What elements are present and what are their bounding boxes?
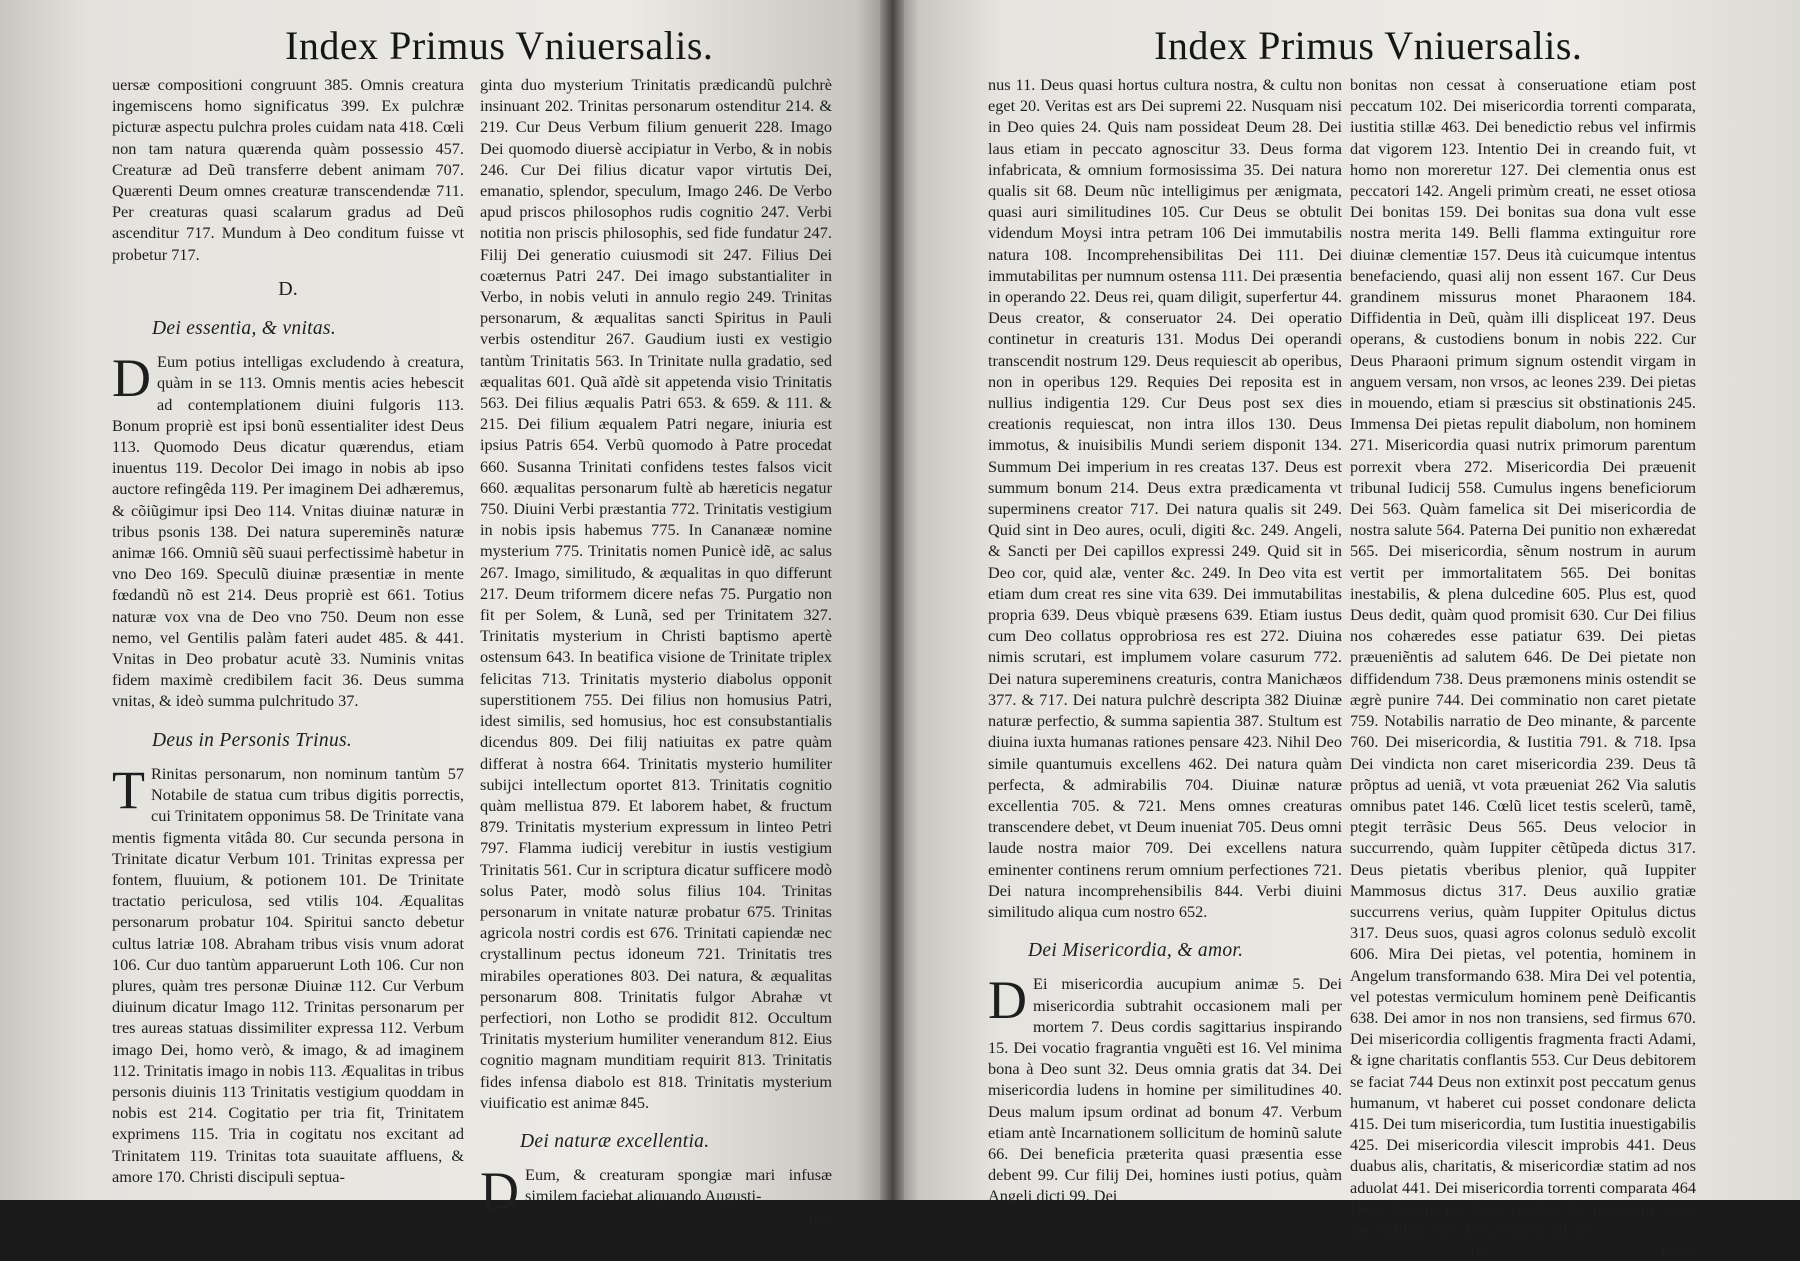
catchword: nus — [809, 1207, 832, 1227]
right-column-1 — [988, 74, 1342, 1207]
index-entries: D Eum potius intelligas excludendo à creatura, quàm in se 113. Omnis mentis acies hebescit ad contemplationem diuini fulgoris 113. Bonum propriè est ipsi bonũ essentialiter idest Deus 113. Quomodo Deus dicatur quærendus, etiam inuentus 119. Decolor Dei imago in nobis ab ipso auctore refingêda 119. Per imaginem Dei adhæremus, & cõiũgimur ipsi Deo 114. Vnitas diuinæ naturæ in tribus psonis 138. Dei natura supereminẽs naturæ animæ 166. Omniũ sẽũ suaui perfectissimè habetur in vno Deo 169. Speculũ diuinæ præsentiæ in mente fœdandũ nõ est 214. Deus propriè est 661. Totius naturæ vox vna de Deo vno 750. Deum non esse nemo, vel Gentilis palàm fateri audet 485. & 441. Vnitas in Deo probatur acutè 33. Numinis vnitas fidem maximè credibilem facit 36. Deus summa vnitas, & ideò summa pulchritudo 37. — [112, 348, 464, 711]
drop-cap: D — [988, 970, 1027, 1031]
right-page — [892, 0, 1800, 1261]
running-head-right: Index Primus Vniuersalis. — [1154, 23, 1583, 68]
section-letter: D. — [278, 277, 298, 300]
book-gutter — [880, 0, 904, 1200]
left-column-1 — [112, 74, 464, 1187]
running-head-left: Index Primus Vniuersalis. — [285, 23, 714, 68]
section-title: Dei essentia, & vnitas. — [152, 318, 336, 340]
drop-cap: D — [480, 1161, 519, 1222]
section-title: Dei Misericordia, & amor. — [1028, 940, 1244, 962]
index-entries: bonitas non cessat à conseruatione etiam post peccatum 102. Dei misericordia torrenti comparata, iustitia stillæ 463. Dei benedictio rebus vel infirmis dat vigorem 123. Intentio Dei in creando fuit, vt homo non moreretur 127. Dei clementia onus est peccatori 142. Angeli primùm creati, ne esset otiosa Dei bonitas 159. Dei bonitas sua dona vult esse nostra merita 149. Belli flamma extinguitur rore diuinæ clementiæ 157. Deus ità cuicumque intentus benefaciendo, quasi alij non essent 167. Cur Deus grandinem missurus monet Pharaonem 184. Diffidentia in Deũ, quàm illi displiceat 197. Deus operans, & custodiens bonum in nobis 222. Cur Deus Pharaoni primum signum ostendit virgam in anguem versam, non vrsos, ac leones 239. Dei pietas in mouendo, etiam si præscius sit obstinationis 245. Immensa Dei pietas repulit diabolum, non hominem 271. Misericordia quasi nutrix primorum parentum porrexit vbera 272. Misericordia Dei præuenit tribunal Iudicij 558. Cumulus ingens beneficiorum Dei 563. Quàm famelica sit Dei misericordia de nostra salute 564. Paterna Dei punitio non exhæredat 565. Dei misericordia, sẽnum nostrum in aurum vertit per immortalitatem 565. Dei bonitas inestabilis, & plena dulcedine 605. Plus est, quod Deus dedit, quàm quod promisit 630. Cur Dei filius nos cohæredes esse patiatur 639. Dei pietas præueniẽntis ad salutem 646. De Dei pietate non diffidendum 738. Deus præmonens minis ostendit se ægrè punire 744. Dei comminatio non caret pietate 759. Notabilis narratio de Deo minante, & parcente 760. Dei misericordia, & Iustitia 791. & 718. Ipsa Dei vindicta non caret misericordia 239. Deus tã prõptus ad ueniã, vt vota præueniat 262 Via salutis omnibus patet 146. Cœlũ licet testis scelerũ, tamẽ, ptegit terrãsic Deus 565. Deus velocior in succurrendo, quàm Iuppiter cẽtũpeda dictus 317. Deus pietatis vberibus plenior, quã Iuppiter Mammosus dictus 317. Deus auxilio gratiæ succurrens verius, quàm Iuppiter Opitulus dictus 317. Deus suos, quasi agros colonus sedulò excolit 606. Mira Dei pietas, vel potentia, hominem in Angelum transformando 638. Mira Dei vel potentia, vel potestas vermiculum hominem penè Deificantis 638. Dei amor in nos non transiens, sed firmus 670. Dei misericordia colligentis fragmenta fracti Adami, & igne charitatis conflantis 553. Cur Deus debitorem se faciat 744 Deus non extinxit post peccatum genus humanum, vt haberet cui posset condonare delicta 415. Dei tum misericordia, tum Iustitia inuestigabilis 425. Dei misericordia vilescit improbis 441. Deus duabus alis, charitatis, & misericordiæ statim ad nos aduolat 441. Dei misericordia torrenti comparata 464 Deus homini tot bona confert ob imaginem suam ipsi inditam 729. Dei pietatem ad im- — [1350, 75, 1696, 1239]
signature-mark: Iiii — [1470, 1241, 1489, 1261]
index-entries: D Ei misericordia aucupium animæ 5. Dei misericordia subtrahit occasionem mali per mortem 7. Deus cordis sagittarius inspirando 15. Dei vocatio fragrantia vnguẽti est 16. Vel minima bona à Deo sunt 32. Deus omnia gratis dat 34. Dei misericordia ludens in homine per similitudines 40. Deus malum ipsum ordinat ad bonum 47. Verbum etiam antè Incarnationem sollicitum de hominũ salute 66. Dei beneficia præterita quasi præsentia esse debent 99. Cur filij Dei, homines iusti potius, quàm Angeli dicti 99. Dei — [988, 970, 1342, 1206]
section-title: Dei naturæ excellentia. — [520, 1130, 710, 1152]
right-column-2 — [1350, 74, 1696, 1261]
left-column-2 — [480, 74, 832, 1228]
index-entries: nus 11. Deus quasi hortus cultura nostra, & cultu non eget 20. Veritas est ars Dei supremi 22. Nusquam nisi in Deo quies 24. Quis nam possideat Deum 28. Dei laus etiam in peccato agnoscitur 33. Deus forma infabricata, & omnium formosissima 35. Dei natura qualis sit 68. Deum nũc intelligimus per ænigmata, quasi auri similitudines 105. Cur Deus se obtulit videndum Moysi intra petram 106 Dei immutabilis natura 108. Incomprehensibilitas Dei 111. Dei immutabilitas per numnum ostensa 111. Dei præsentia in operando 22. Deus rei, quam diligit, superfertur 44. Deus creator, & conseruator 24. Dei operatio continetur in creaturis 131. Modus Dei operandi transcendit nostrum 129. Deus requiescit ab operibus, non in operibus 129. Requies Dei reposita est in nullius indigentia 129. Cur Deus post sex dies creationis requiescat, non intra illos 130. Deus immotus, & inuisibilis Mundi seriem disponit 134. Summum Dei imperium in res creatas 137. Deus est summum bonum 214. Deus extra prædicamenta vt superminens creator 717. Dei natura qualis sit 249. Quid sint in Deo aures, oculi, digiti &c. 249. Angeli, & Sancti per Dei capillos expressi 249. Quid sit in Deo cor, quid alæ, venter &c. 249. In Deo vita est etiam dum creat res sine vita 639. Dei immutabilitas propria 639. Deus vbiquè præsens 639. Etiam iustus cum Deo collatus opprobriosa res est 272. Diuina nimis scrutari, est implumem volare casurum 772. Dei natura supereminens creaturis, contra Manichæos 377. & 717. Dei natura pulchrè descripta 382 Diuinæ naturæ perfectio, & summa sapientia 387. Stultum est diuina iuxta humanas rationes pensare 423. Nihil Deo simile quantumuis excellens 462. Dei natura quàm perfecta, & admirabilis 704. Diuinæ naturæ excellentia 705. & 721. Mens omnes creaturas transcendere debet, vt Deum inueniat 705. Deus omni laude nostra maior 709. Dei excellens natura eminenter continens rerum omnium perfectiones 721. Dei natura incomprehensibilis 844. Verbi diuini similitudo aliqua cum nostro 652. — [988, 75, 1342, 921]
drop-cap: D — [112, 348, 151, 409]
left-page — [0, 0, 892, 1227]
section-title: Deus in Personis Trinus. — [152, 729, 353, 751]
page-footer — [1350, 1240, 1696, 1261]
index-entries: D Eum, & creaturam spongiæ mari infusæ similem faciebat aliquando Augusti- — [480, 1161, 832, 1222]
index-entries: T Rinitas personarum, non nominum tantùm 57 Notabile de statua cum tribus digitis porrectis, cui Trinitatem opponimus 58. De Trinitate vana mentis figmenta vitâda 80. Cur secunda persona in Trinitate dicatur Verbum 101. Trinitas expressa per fontem, fluuium, & potionem 101. De Trinitate tractatio periculosa, sed vtilis 104. Æqualitas personarum probatur 104. Spiritui sancto debetur cultus latriæ 108. Abraham tribus visis vnum adorat 106. Cur duo tantùm apparuerunt Loth 106. Cur non plures, quàm tres personæ Diuinæ 112. Cur Verbum diuinum dicatur Imago 112. Trinitas personarum per tres aureas statuas dissimiliter expressa 112. Verbum imago Dei, homo verò, & imago, & ad imaginem 112. Trinitatis imago in nobis 113. Æqualitas in tribus personis diuinis 113 Trinitatis vestigium quoddam in nobis est 214. Cogitatio per tria fit, Trinitatem exprimens 115. Tria in cogitatu nos excitant ad Trinitatem 119. Trinitas tota suauitate affluens, & amore 170. Christi discipuli septua- — [112, 759, 464, 1186]
index-entries: uersæ compositioni congruunt 385. Omnis creatura ingemiscens homo significatus 399. Ex pulchræ picturæ aspectu pulchra proles cuidam nata 418. Cœli non tam natura quærenda quàm possessio 457. Creaturæ ad Deũ transferre debent animam 707. Quærenti Deum omnes creaturæ transcendendæ 711. Per creaturas quasi scalarum gradus ad Deũ ascenditur 717. Mundum à Deo conditum fuisse vt probetur 717. — [112, 75, 464, 264]
index-entries: ginta duo mysterium Trinitatis prædicandũ pulchrè insinuant 202. Trinitas personarum ostenditur 214. & 219. Cur Deus Verbum filium genuerit 228. Imago Dei quomodo diuersè accipiatur in Verbo, & in nobis 246. Cur Dei filius dicatur vapor virtutis Dei, emanatio, splendor, speculum, Imago 246. De Verbo apud priscos philosophos rudis cognitio 247. Verbi notitia non priscis philosophis, sed fide fundatur 247. Filij Dei generatio cuiusmodi sit 247. Filius Dei coæternus Patri 247. Dei imago substantialiter in Verbo, in nobis veluti in annulo regio 249. Trinitas personarum, & æqualitas sancti Spiritus in Pauli verbis ostenditur 267. Gaudium iusti ex vestigio tantùm Trinitatis 563. In Trinitate nulla gradatio, sed æqualitas 601. Quã aĩdè sit appetenda visio Trinitatis 563. Dei filius æqualis Patri 653. & 659. & 111. & 215. Dei filium æqualem Patri negare, iniuria est ipsius Patris 654. Verbũ quomodo à Patre procedat 660. Susanna Trinitati confidens testes falsos vicit 660. æqualitas personarum fultè ab hæreticis negatur 750. Diuini Verbi præstantia 772. Trinitatis vestigium in nobis ipsis habemus 775. In Cananææ nomine mysterium 775. Trinitatis nomen Punicè idẽ, ac salus 267. Imago, similitudo, & æqualitas in quo differunt 217. Deum triformem dicere nefas 75. Purgatio non fit per Solem, & Lunã, sed per Trinitatem 327. Trinitatis mysterium in Christi baptismo apertè ostensum 643. In beatifica visione de Trinitate triplex felicitas 713. Trinitatis mysterio diabolus opponit superstitionem 755. Dei filius non homusius Patri, idest similis, sed homusius, hoc est consubstantialis dicendus 809. Dei filij natiuitas ex patre quàm differat à nostra 664. Trinitatis mysterio humiliter subijci intellectum oportet 813. Trinitatis cognitio quàm mellistua 879. Et laborem habet, & fructum 879. Trinitatis mysterium expressum in linteo Petri 797. Flamma iudicij verebitur in iustis vestigium Trinitatis 561. Cur in scriptura dicatur sufficere modò solus Pater, modò solus filius 104. Trinitas personarum in vnitate naturæ probatur 675. Trinitas agricola nostri cordis est 676. Trinitati capiendæ nec crystallinum pectus idoneum 721. Trinitatis tres mirabiles operationes 803. Dei natura, & æqualitas personarum 808. Trinitatis fulgor Abrahæ vt perfectiori, non Lotho se prodidit 812. Occultum Trinitatis mysterium humiliter venerandum 812. Eius cognitio magnam munditiam requirit 813. Trinitatis fides infensa diabolo est 818. Trinitatis mysterium viuificatio est animæ 845. — [480, 75, 832, 1112]
catchword: puni- — [1661, 1241, 1696, 1261]
drop-cap: T — [112, 759, 145, 820]
